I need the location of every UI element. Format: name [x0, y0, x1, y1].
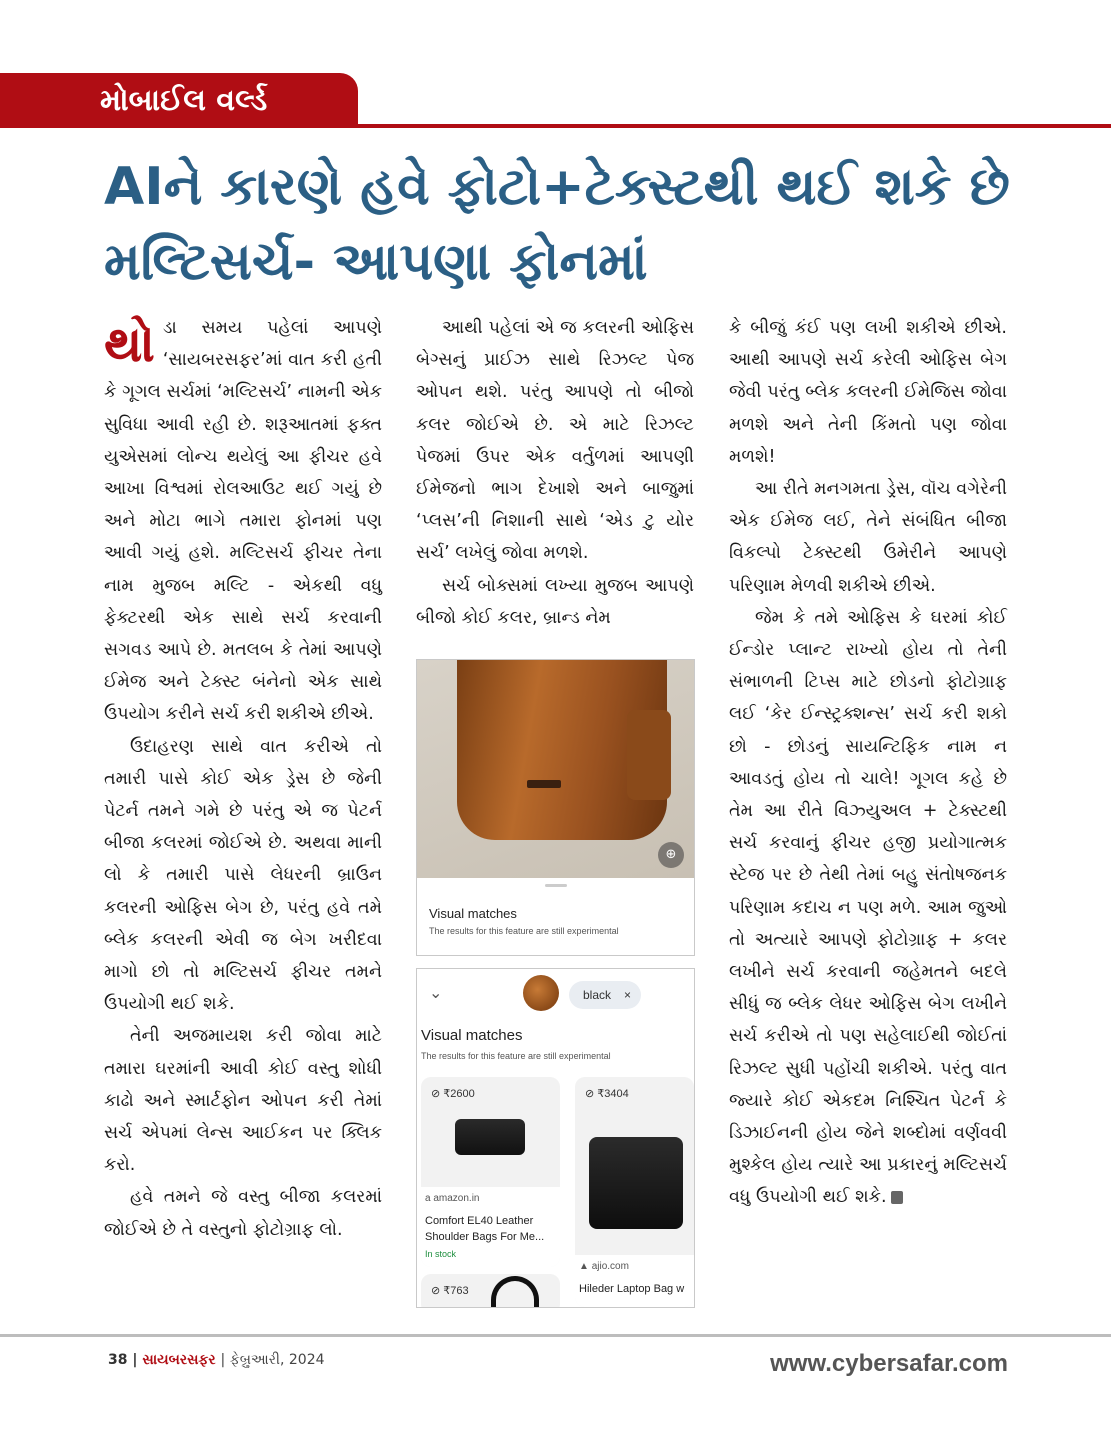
- publication-name: સાયબરસફર: [142, 1352, 216, 1368]
- article-paragraph: સર્ચ બોક્સમાં લખ્યા મુજબ આપણે બીજો કોઈ કલર, બ્રાન્ડ નેમ: [416, 575, 694, 628]
- seller-name: a amazon.in: [425, 1193, 480, 1204]
- article-column-2: [416, 312, 694, 634]
- experimental-note: The results for this feature are still experimental: [429, 926, 619, 936]
- section-label: મોબાઈલ વર્લ્ડ: [100, 83, 268, 118]
- article-column-3: [729, 312, 1007, 1214]
- visual-matches-title: Visual matches: [421, 1027, 523, 1044]
- product-title[interactable]: Hileder Laptop Bag w: [579, 1283, 685, 1295]
- section-divider: [0, 124, 1111, 128]
- website-url[interactable]: www.cybersafar.com: [770, 1350, 1008, 1377]
- article-paragraph: કે બીજું કંઈ પણ લખી શકીએ છીએ. આથી આપણે સર્ચ કરેલી ઓફિસ બેગ જેવી પરંતુ બ્લેક કલરની ઈમેજિસ જોવા મળશે અને તેની કિંમતો પણ જોવા મળશે!: [729, 318, 1007, 467]
- chip-label: black: [583, 988, 612, 1002]
- result-info: [421, 1187, 560, 1267]
- result-card[interactable]: [575, 1077, 694, 1307]
- bag-photo: [417, 660, 694, 878]
- end-mark-icon: [891, 1191, 903, 1204]
- price-tag: ⊘ ₹763: [431, 1285, 469, 1297]
- article-paragraph: [729, 602, 1007, 1214]
- search-text-chip[interactable]: [569, 981, 641, 1009]
- drop-cap: થો: [104, 315, 155, 373]
- paragraph-text: ડા સમય પહેલાં આપણે ‘સાયબરસફર’માં વાત કરી હતી કે ગૂગલ સર્ચમાં ‘મલ્ટિસર્ચ’ નામની એક સુવિધા આવી રહી છે. શરૂઆતમાં ફક્ત યુએસમાં લોન્ચ થયેલું આ ફીચર હવે આખા વિશ્વમાં રોલઆઉટ થઈ ગયું છે અને મોટા ભાગે તમારા ફોનમાં પણ આવી ગયું હશે. મલ્ટિસર્ચ ફીચર તેના નામ મુજબ મલ્ટિ - એકથી વધુ ફેક્ટરથી એક સાથે સર્ચ કરવાની સગવડ આપે છે. મતલબ કે તેમાં આપણે ઈમેજ અને ટેક્સ્ટ બંનેનો એક સાથે ઉપયોગ કરીને સર્ચ કરી શકીએ છીએ.: [104, 318, 382, 725]
- drag-handle[interactable]: [545, 884, 567, 887]
- article-paragraph: આ રીતે મનગમતા ડ્રેસ, વૉચ વગેરેની એક ઈમેજ લઈ, તેને સંબંધિત બીજા વિકલ્પો ટેક્સ્ટથી ઉમેરીને આપણે પરિણામ મેળવી શકીએ છીએ.: [729, 479, 1007, 596]
- multisearch-screenshot: [416, 968, 695, 1308]
- product-image: [491, 1276, 539, 1308]
- price-tag: ⊘ ₹3404: [585, 1088, 629, 1100]
- article-column-1: [104, 312, 382, 1246]
- result-info: [575, 1255, 694, 1307]
- lens-search-icon[interactable]: ⊕: [658, 842, 684, 868]
- price-tag: ⊘ ₹2600: [431, 1088, 475, 1100]
- product-title[interactable]: Comfort EL40 Leather Shoulder Bags For Me...: [425, 1215, 545, 1243]
- seller-name: ▲ ajio.com: [579, 1261, 629, 1272]
- experimental-note: The results for this feature are still experimental: [421, 1051, 611, 1061]
- close-icon[interactable]: ×: [623, 988, 631, 1002]
- paragraph-text: જેમ કે તમે ઓફિસ કે ઘરમાં કોઈ ઈન્ડોર પ્લાન્ટ રાખ્યો હોય તો તેની સંભાળની ટિપ્સ માટે છોડનો ફોટોગ્રાફ લઈ ‘કેર ઈન્સ્ટ્રક્શન્સ’ સર્ચ કરી શકો છો - છોડનું સાયન્ટિફિક નામ ન આવડતું હોય તો ચાલે! ગૂગલ કહે છે તેમ આ રીતે વિઝ્યુઅલ + ટેક્સ્ટથી સર્ચ કરવાનું ફીચર હજી પ્રયોગાત્મક સ્ટેજ પર છે તેથી તેમાં બહુ સંતોષજનક પરિણામ કદાચ ન પણ મળે. આમ જુઓ તો અત્યારે આપણે ફોટોગ્રાફ + કલર લખીને સર્ચ કરવાની જહેમતને બદલે સીધું જ બ્લેક લેધર ઓફિસ બેગ લખીને સર્ચ કરીએ તો પણ સહેલાઈથી જોઈતાં રિઝલ્ટ સુધી પહોંચી શકીએ. પરંતુ વાત જ્યારે કોઈ એકદમ નિશ્ચિત પેટર્ન કે ડિઝાઈનની હોય જેને શબ્દોમાં વર્ણવવી મુશ્કેલ હોય ત્યારે આ પ્રકારનું મલ્ટિસર્ચ વધુ ઉપયોગી થઈ શકે.: [729, 607, 1007, 1208]
- article-paragraph: આથી પહેલાં એ જ કલરની ઓફિસ બેગ્સનું પ્રાઈઝ સાથે રિઝલ્ટ પેજ ઓપન થશે. પરંતુ આપણે તો બીજો કલર જોઈએ છે. એ માટે રિઝલ્ટ પેજમાં ઉપર એક વર્તુળમાં આપણી ઈમેજનો ભાગ દેખાશે અને બાજુમાં ‘પ્લસ’ની નિશાની સાથે ‘એડ ટુ યોર સર્ચ’ લખેલું જોવા મળશે.: [416, 318, 694, 564]
- stock-status: In stock: [425, 1249, 457, 1259]
- article-paragraph: હવે તમને જે વસ્તુ બીજા કલરમાં જોઈએ છે તે વસ્તુનો ફોટોગ્રાફ લો.: [104, 1187, 382, 1240]
- footer-separator: |: [132, 1352, 138, 1368]
- search-image-thumbnail[interactable]: [523, 975, 559, 1011]
- result-card[interactable]: [421, 1077, 560, 1267]
- footer-info: [108, 1352, 325, 1368]
- lens-screenshot: [416, 659, 695, 956]
- article-paragraph: [104, 312, 382, 731]
- bag-strap: [627, 710, 671, 800]
- footer-divider: [0, 1334, 1111, 1337]
- section-band: [0, 73, 358, 128]
- article-paragraph: ઉદાહરણ સાથે વાત કરીએ તો તમારી પાસે કોઈ એક ડ્રેસ છે જેની પેટર્ન તમને ગમે છે પરંતુ એ જ પેટર્ન બીજા કલરમાં જોઈએ છે. અથવા માની લો કે તમારી પાસે લેધરની બ્રાઉન કલરની ઓફિસ બેગ છે, પરંતુ હવે તમે બ્લેક કલરની એવી જ બેગ ખરીદવા માગો છો તો મલ્ટિસર્ચ ફીચર તમને ઉપયોગી થઈ શકે.: [104, 736, 382, 1015]
- issue-date: | ફેબ્રુઆરી, 2024: [220, 1352, 325, 1368]
- article-paragraph: તેની અજમાયશ કરી જોવા માટે તમારા ઘરમાંની આવી કોઈ વસ્તુ શોધી કાઢો અને સ્માર્ટફોન ઓપન કરી તેમાં સર્ચ એપમાં લેન્સ આઈકન પર ક્લિક કરો.: [104, 1026, 382, 1176]
- product-image: [589, 1137, 683, 1229]
- headline: AIને કારણે હવે ફોટો+ટેક્સ્ટથી થઈ શકે છે મલ્ટિસર્ચ- આપણા ફોનમાં: [104, 157, 1010, 292]
- visual-matches-title: Visual matches: [429, 906, 517, 921]
- page-number: 38: [108, 1352, 128, 1368]
- result-card[interactable]: [421, 1274, 560, 1308]
- chevron-down-icon[interactable]: ⌄: [429, 983, 443, 1002]
- bag-tag: [527, 780, 561, 788]
- product-image: [455, 1119, 525, 1155]
